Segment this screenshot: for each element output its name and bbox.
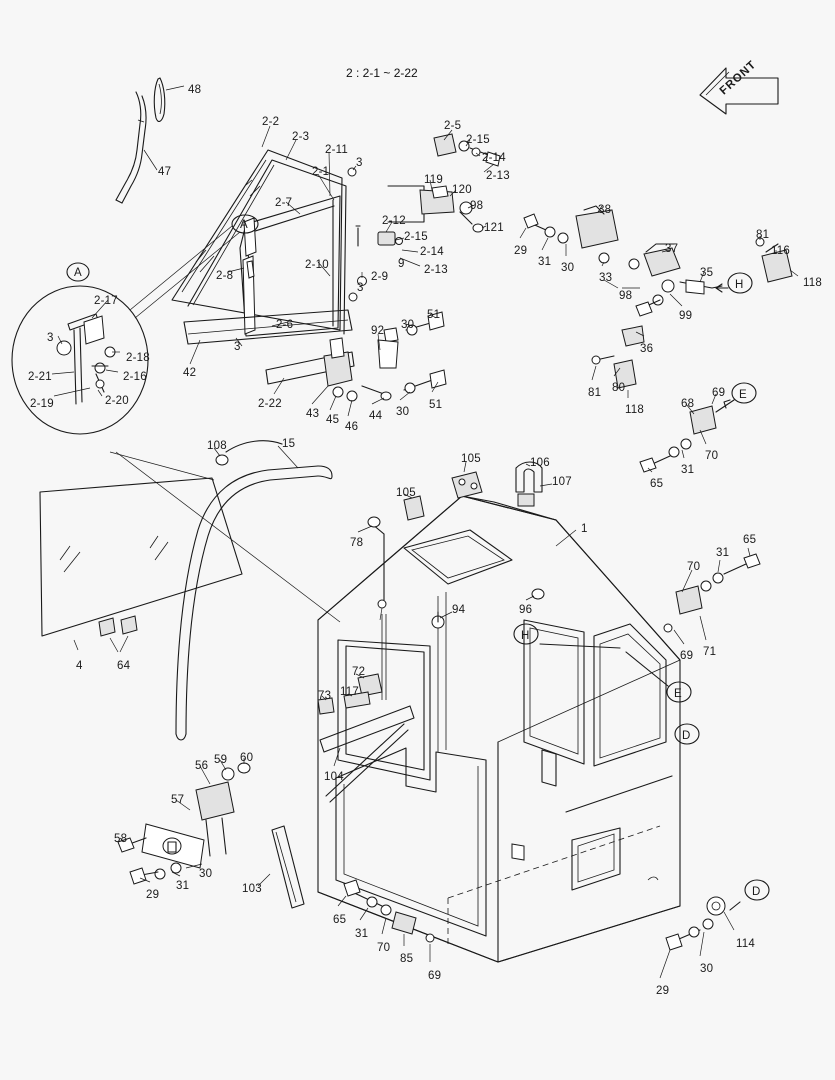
part-number-label: 31 bbox=[176, 880, 190, 892]
part-number-label: 94 bbox=[452, 604, 466, 616]
part-number-label: 51 bbox=[429, 399, 443, 411]
part-number-label: 2-14 bbox=[482, 152, 506, 164]
part-number-label: 30 bbox=[561, 262, 575, 274]
part-number-label: 2-8 bbox=[216, 270, 234, 282]
part-number-label: 47 bbox=[158, 166, 172, 178]
part-number-label: 2-6 bbox=[276, 319, 294, 331]
part-number-label: 2-17 bbox=[94, 295, 118, 307]
part-number-label: 104 bbox=[324, 771, 344, 783]
detail-a-contents bbox=[52, 300, 120, 404]
part-number-label: 2-15 bbox=[404, 231, 428, 243]
part-number-label: 68 bbox=[681, 398, 695, 410]
part-number-label: 1 bbox=[581, 523, 588, 535]
part-number-label: 3 bbox=[47, 332, 54, 344]
front-arrow-label: FRONT bbox=[717, 58, 759, 98]
part-number-label: 108 bbox=[207, 440, 227, 452]
part-number-label: 85 bbox=[400, 953, 414, 965]
part-number-label: 2-13 bbox=[486, 170, 510, 182]
part-number-label: 107 bbox=[552, 476, 572, 488]
weatherstrip-15 bbox=[176, 446, 332, 740]
part-number-label: 3 bbox=[234, 341, 241, 353]
part-number-label: 69 bbox=[712, 387, 726, 399]
part-number-label: 92 bbox=[371, 325, 385, 337]
part-number-label: 35 bbox=[700, 267, 714, 279]
part-number-label: 64 bbox=[117, 660, 131, 672]
part-number-label: 44 bbox=[369, 410, 383, 422]
part-number-label: 2-19 bbox=[30, 398, 54, 410]
part-number-label: 65 bbox=[650, 478, 664, 490]
part-number-label: 96 bbox=[519, 604, 533, 616]
svg-text:D: D bbox=[682, 730, 691, 742]
part-number-label: 2-16 bbox=[123, 371, 147, 383]
part-number-label: 38 bbox=[598, 204, 612, 216]
glass-seal-2-3 bbox=[188, 160, 346, 334]
part-number-label: 98 bbox=[619, 290, 633, 302]
part-number-label: 30 bbox=[401, 319, 415, 331]
part-number-label: 36 bbox=[640, 343, 654, 355]
part-number-label: 80 bbox=[612, 382, 626, 394]
glass-clips-64 bbox=[99, 616, 137, 652]
svg-text:E: E bbox=[674, 688, 682, 700]
part-number-label: 42 bbox=[183, 367, 197, 379]
part-number-label: 105 bbox=[461, 453, 481, 465]
part-number-label: 51 bbox=[427, 309, 441, 321]
part-number-label: 2-5 bbox=[444, 120, 462, 132]
detail-d-callout-lower bbox=[730, 880, 769, 910]
part-number-label: 70 bbox=[687, 561, 701, 573]
bolt-group-65-31-70-68-69-E bbox=[640, 383, 756, 472]
svg-text:E: E bbox=[739, 389, 747, 401]
part-number-label: 119 bbox=[424, 174, 443, 186]
part-number-label: 2-7 bbox=[275, 197, 293, 209]
part-number-label: 118 bbox=[625, 404, 644, 416]
right-bolt-cluster bbox=[664, 548, 760, 644]
part-number-label: 45 bbox=[326, 414, 340, 426]
part-number-label: 2-1 bbox=[312, 166, 330, 178]
part-number-label: 2-15 bbox=[466, 134, 490, 146]
part-number-label: 9 bbox=[398, 258, 405, 270]
part-number-label: 33 bbox=[599, 272, 613, 284]
side-glass-4 bbox=[40, 478, 242, 650]
part-number-label: 3 bbox=[357, 282, 364, 294]
part-number-label: 58 bbox=[114, 833, 128, 845]
svg-text:A: A bbox=[74, 267, 82, 279]
part-number-label: 2-10 bbox=[305, 259, 329, 271]
wiper-arm-47 bbox=[116, 92, 146, 203]
part-number-label: 116 bbox=[771, 245, 790, 257]
part-number-label: 3 bbox=[356, 157, 363, 169]
part-number-label: 2-9 bbox=[371, 271, 389, 283]
part-number-label: 71 bbox=[703, 646, 717, 658]
svg-text:A: A bbox=[240, 219, 248, 231]
part-number-label: 2-18 bbox=[126, 352, 150, 364]
part-number-label: 98 bbox=[470, 200, 484, 212]
part-number-label: 43 bbox=[306, 408, 320, 420]
latch-plate-assembly bbox=[118, 758, 250, 884]
part-number-label: 2-2 bbox=[262, 116, 280, 128]
part-number-label: 2-14 bbox=[420, 246, 444, 258]
part-number-label: 2-12 bbox=[382, 215, 406, 227]
latch-assembly bbox=[324, 312, 446, 401]
svg-text:D: D bbox=[752, 886, 761, 898]
part-number-label: 78 bbox=[350, 537, 364, 549]
part-number-label: 59 bbox=[214, 754, 228, 766]
part-number-label: 56 bbox=[195, 760, 209, 772]
part-number-label: 103 bbox=[242, 883, 262, 895]
part-number-label: 57 bbox=[171, 794, 185, 806]
part-number-label: 69 bbox=[680, 650, 694, 662]
part-number-label: 2-20 bbox=[105, 395, 129, 407]
part-number-label: 30 bbox=[700, 963, 714, 975]
part-number-label: 29 bbox=[146, 889, 160, 901]
part-number-label: 65 bbox=[743, 534, 757, 546]
svg-text:H: H bbox=[735, 279, 744, 291]
part-number-label: 70 bbox=[705, 450, 719, 462]
diagram-title: 2 : 2-1 ~ 2-22 bbox=[346, 66, 418, 80]
part-number-label: 105 bbox=[396, 487, 416, 499]
part-number-label: 121 bbox=[484, 222, 504, 234]
part-number-label: 15 bbox=[282, 438, 296, 450]
part-number-label: 31 bbox=[355, 928, 369, 940]
detail-d-callout-cab bbox=[675, 724, 699, 744]
part-number-label: 30 bbox=[199, 868, 213, 880]
part-number-label: 114 bbox=[736, 938, 755, 950]
part-number-label: 118 bbox=[803, 277, 822, 289]
svg-text:H: H bbox=[521, 630, 530, 642]
part-number-label: 31 bbox=[716, 547, 730, 559]
part-number-label: 106 bbox=[530, 457, 550, 469]
part-number-label: 81 bbox=[756, 229, 770, 241]
wiper-blade-48 bbox=[154, 78, 165, 121]
roof-fittings bbox=[358, 462, 552, 532]
bracket-116-118 bbox=[756, 236, 798, 282]
part-number-label: 69 bbox=[428, 970, 442, 982]
part-number-label: 120 bbox=[452, 184, 472, 196]
part-number-label: 99 bbox=[679, 310, 693, 322]
part-number-label: 2-13 bbox=[424, 264, 448, 276]
part-number-label: 30 bbox=[396, 406, 410, 418]
part-number-label: 70 bbox=[377, 942, 391, 954]
part-number-label: 60 bbox=[240, 752, 254, 764]
part-number-label: 81 bbox=[588, 387, 602, 399]
part-number-label: 2-3 bbox=[292, 131, 310, 143]
part-number-label: 2-22 bbox=[258, 398, 282, 410]
part-number-label: 29 bbox=[656, 985, 670, 997]
part-number-label: 31 bbox=[538, 256, 552, 268]
part-number-label: 29 bbox=[514, 245, 528, 257]
detail-h-callout-right bbox=[716, 273, 752, 293]
part-number-label: 73 bbox=[318, 690, 332, 702]
part-number-label: 31 bbox=[681, 464, 695, 476]
cab-body-1 bbox=[318, 496, 680, 962]
part-number-label: 117 bbox=[340, 686, 359, 698]
part-number-label: 37 bbox=[665, 243, 679, 255]
part-number-label: 4 bbox=[76, 660, 83, 672]
part-number-label: 72 bbox=[352, 666, 366, 678]
part-number-label: 2-11 bbox=[325, 144, 348, 156]
part-number-label: 48 bbox=[188, 84, 202, 96]
part-number-label: 65 bbox=[333, 914, 347, 926]
part-number-label: 46 bbox=[345, 421, 359, 433]
part-number-label: 2-21 bbox=[28, 371, 52, 383]
